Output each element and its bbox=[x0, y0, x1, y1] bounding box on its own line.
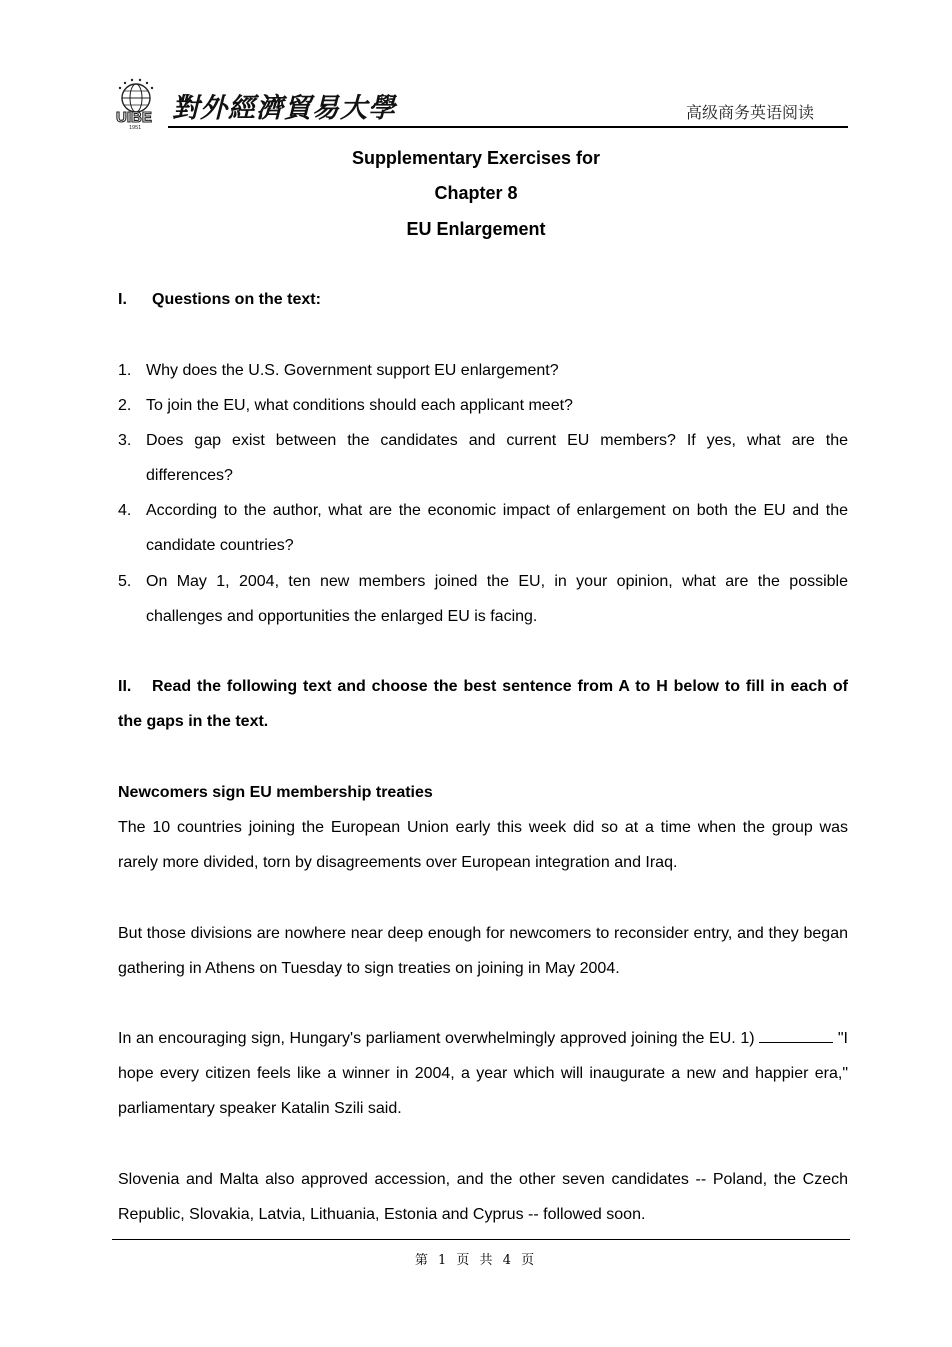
footer-divider bbox=[112, 1239, 850, 1240]
page-header bbox=[112, 78, 848, 130]
question-item bbox=[118, 388, 848, 423]
question-text: On May 1, 2004, ten new members joined the EU, in your opinion, what are the possible challenges and opportunities the enlarged EU is facing. bbox=[146, 573, 848, 625]
title-line-2: Chapter 8 bbox=[434, 183, 518, 203]
question-item bbox=[118, 564, 848, 634]
question-item bbox=[118, 423, 848, 493]
question-number: 3. bbox=[118, 432, 132, 449]
article-paragraph-4: Slovenia and Malta also approved accession, and the other seven candidates -- Poland, the Czech Republic, Slovakia, Latvia, Lithuania, Estonia and Cyprus -- followed soon. bbox=[118, 1171, 848, 1223]
question-item bbox=[118, 493, 848, 563]
title-line-1: Supplementary Exercises for bbox=[351, 148, 601, 168]
section-2-title: Read the following text and choose the best sentence from A to H below to fill in each of the gaps in the text. bbox=[118, 678, 848, 730]
section-2-heading bbox=[118, 669, 848, 739]
university-name: 對外經濟貿易大學 bbox=[172, 93, 396, 124]
article-paragraph-1: The 10 countries joining the European Union early this week did so at a time when the group was rarely more divided, torn by disagreements over European integration and Iraq. bbox=[118, 819, 848, 871]
question-number: 4. bbox=[118, 502, 132, 519]
section-1-heading bbox=[118, 291, 321, 309]
question-number: 2. bbox=[118, 397, 132, 414]
course-name: 高级商务英语阅读 bbox=[685, 105, 814, 122]
question-number: 5. bbox=[118, 573, 132, 590]
article-paragraph-3 bbox=[118, 1021, 848, 1126]
section-1-numeral: I. bbox=[118, 291, 127, 308]
question-text: According to the author, what are the economic impact of enlargement on both the EU and the candidate countries? bbox=[146, 502, 848, 554]
svg-text:1951: 1951 bbox=[129, 125, 142, 130]
question-text: Does gap exist between the candidates and current EU members? If yes, what are the differences? bbox=[146, 432, 848, 484]
paragraph-3-after-gap: "I hope every citizen feels like a winner in 2004, a year which will inaugurate a new and happier era," parliamentary speaker Katalin Szili said. bbox=[118, 1030, 848, 1117]
university-logo-icon bbox=[112, 78, 168, 130]
header-divider bbox=[168, 126, 848, 128]
title-line-3: EU Enlargement bbox=[406, 219, 546, 239]
paragraph-3-before-gap: In an encouraging sign, Hungary's parliament overwhelmingly approved joining the EU. 1) bbox=[118, 1030, 755, 1047]
page-number: 第 1 页 共 4 页 bbox=[414, 1253, 538, 1268]
article-title: Newcomers sign EU membership treaties bbox=[118, 784, 433, 801]
question-item bbox=[118, 353, 848, 388]
section-1-title: Questions on the text: bbox=[152, 291, 321, 308]
article-paragraph-2: But those divisions are nowhere near deep enough for newcomers to reconsider entry, and they began gathering in Athens on Tuesday to sign treaties on joining in May 2004. bbox=[118, 925, 848, 977]
section-2-numeral: II. bbox=[118, 678, 132, 695]
gap-1-blank[interactable] bbox=[759, 1028, 833, 1043]
question-number: 1. bbox=[118, 362, 132, 379]
question-text: Why does the U.S. Government support EU enlargement? bbox=[146, 362, 559, 379]
question-text: To join the EU, what conditions should each applicant meet? bbox=[146, 397, 573, 414]
svg-text:UIBE: UIBE bbox=[116, 109, 152, 126]
